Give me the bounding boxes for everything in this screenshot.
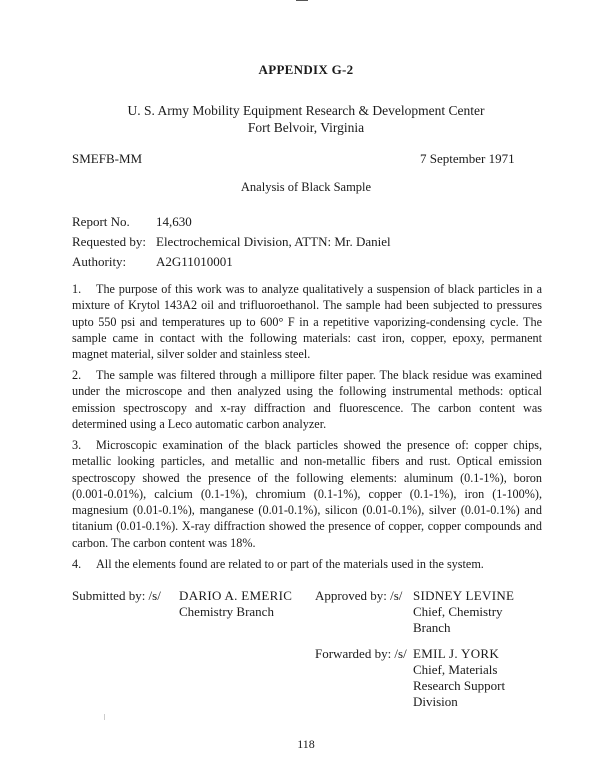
paragraph-text: The purpose of this work was to analyze qualitatively a suspension of black particles in a mixture of Krytol 143A2 oil and trifluoroethanol. The sample had been subjected to pressures upto 550 psi and temperatures up to 600° F in a repetitive vaporizing-condensing cycle. The sample came in contact with the following materials: cast iron, copper, epoxy, permanent magnet material, silver solder and stainless steel. (72, 282, 542, 362)
document-subject: Analysis of Black Sample (240, 180, 372, 194)
approved-by-signature (315, 588, 514, 636)
organization-name: U. S. Army Mobility Equipment Research & Development Center (127, 103, 485, 118)
organization-location: Fort Belvoir, Virginia (247, 120, 365, 135)
paragraph-number: 3. (72, 438, 82, 452)
forwarder-title-line: Division (413, 694, 458, 709)
report-number-row (72, 212, 391, 232)
requested-by-row (72, 232, 391, 252)
submitted-by-person (179, 588, 292, 620)
approver-name: SIDNEY LEVINE (413, 588, 515, 603)
approver-title-line: Branch (413, 620, 451, 635)
forwarded-by-person (413, 646, 505, 710)
paragraph-1 (72, 281, 542, 362)
paragraph-3 (72, 437, 542, 551)
submitter-name: DARIO A. EMERIC (179, 588, 293, 603)
requested-by-value: Electrochemical Division, ATTN: Mr. Daniel (156, 234, 391, 249)
approved-by-person (413, 588, 514, 636)
paragraph-4 (72, 556, 542, 572)
document-date: 7 September 1971 (420, 151, 515, 166)
report-number-value: 14,630 (156, 214, 192, 229)
paragraph-number: 4. (72, 557, 82, 571)
page-number: 118 (297, 737, 315, 751)
paragraph-text: The sample was filtered through a millipore filter paper. The black residue was examined under the microscope and then analyzed using the following instrumental methods: optical emission spectroscopy and x-ray diffraction and fluorescence. The carbon content was determined using a Leco automatic carbon analyzer. (72, 368, 542, 431)
requested-by-label: Requested by: (72, 234, 147, 249)
authority-row (72, 252, 391, 272)
top-scan-mark (296, 0, 308, 1)
report-number-label: Report No. (72, 214, 130, 229)
paragraph-number: 2. (72, 368, 82, 382)
appendix-title: APPENDIX G-2 (258, 62, 354, 77)
authority-label: Authority: (72, 254, 127, 269)
office-code: SMEFB-MM (72, 151, 143, 166)
authority-value: A2G11010001 (156, 254, 233, 269)
forwarder-name: EMIL J. YORK (413, 646, 500, 661)
paragraph-text: All the elements found are related to or part of the materials used in the system. (96, 557, 484, 571)
paragraph-2 (72, 367, 542, 432)
paragraph-number: 1. (72, 282, 82, 296)
paragraph-text: Microscopic examination of the black particles showed the presence of: copper chips, metallic looking particles, and metallic and non-metallic fibers and rust. Optical emission spectroscopy showed the presence of the following elements: aluminum (0.1-1%), boron (0.001-0.01%), calcium (0.1-1%), chromium (0.1-1%), copper (0.1-1%), iron (1-100%), magnesium (0.01-0.1%), manganese (0.01-0.1%), silicon (0.01-0.1%), silver (0.01-0.1%) and titanium (0.01-0.1%). X-ray diffraction showed the presence of copper, copper compounds and carbon. The carbon content was 18%. (72, 438, 542, 550)
report-metadata (72, 212, 391, 272)
submitted-by-label: Submitted by: /s/ (72, 588, 161, 603)
approver-title-line: Chief, Chemistry (413, 604, 503, 619)
forwarded-by-label: Forwarded by: /s/ (315, 646, 407, 661)
forwarded-by-signature (315, 646, 505, 710)
forwarder-title-line: Chief, Materials (413, 662, 498, 677)
scan-speck (104, 714, 105, 720)
approved-by-label: Approved by: /s/ (315, 588, 403, 603)
forwarder-title-line: Research Support (413, 678, 506, 693)
submitter-title: Chemistry Branch (179, 604, 274, 619)
organization-block (0, 102, 612, 136)
submitted-by-signature (72, 588, 292, 620)
